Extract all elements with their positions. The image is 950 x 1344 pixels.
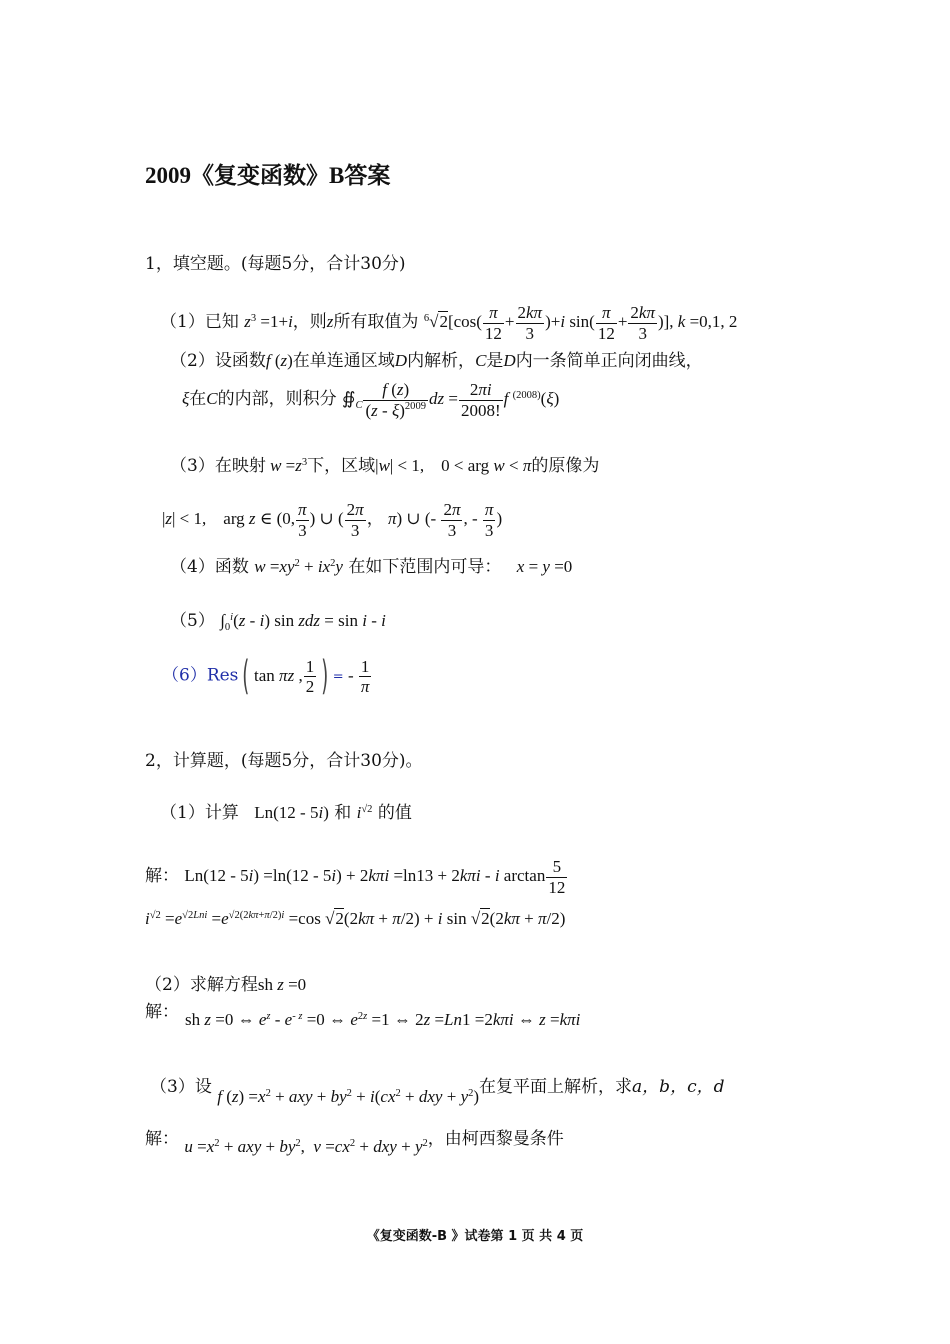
- formula: f $(z) =x^2$ + axy + $by^2 + i(cx^2$ + dxy + $y^2$): [217, 1087, 480, 1106]
- s2-q2-sol-label: 解：: [145, 1002, 179, 1022]
- s2-q2: （2）求解方程sh z =0: [145, 975, 307, 995]
- formula: Ln(12 - 5i): [254, 803, 329, 822]
- formula: D: [394, 351, 408, 370]
- formula: tan πz , $\frac{1}{2}$: [254, 656, 315, 697]
- section-2-heading: 2，计算题，(每题5分，合计30分)。: [145, 751, 423, 771]
- formula: D: [503, 351, 516, 370]
- formula: sh z =0: [257, 975, 307, 994]
- formula: $i^{√2}$: [356, 803, 373, 822]
- s1-q5: （5） $\int_0^i(z - i)$ sin zdz = sin i - i: [170, 611, 386, 633]
- formula: $^6$√2[cos( $\frac{\pi}{12}$ + $\frac{2k\pi}{3}$ )+i sin( $\frac{\pi}{12}$ + $\frac{2k\pi}{3}$ )], k =0,1, 2: [423, 303, 738, 343]
- formula: |w| < 1, 0 < arg w < π: [375, 456, 532, 475]
- formula: $∯_C$ $\frac{f (z)}{(z - \xi)^{2009}}$ dz = $\frac{2\pi i}{2008!}$ f $^{(2008)}$(ξ): [342, 380, 560, 420]
- formula: $z^3 =1+i$: [244, 311, 293, 331]
- s2-q1-sol2: $i^{√2} =e^{√2Lni} =e^{√2(2k\pi+\pi/2)i} =\cos$ √2(2kπ + π/2) + i sin √2(2kπ + π/2): [145, 909, 566, 928]
- formula: - $\frac{1}{\pi}$: [343, 656, 370, 697]
- s2-q2-sol: sh z =0 ⇔ $e^z - e^{- z} =0$ ⇔ $e^{2z} =1$ ⇔ 2z =Ln1 =2kπi ⇔ z =kπi: [185, 1010, 581, 1029]
- section-1-heading: 1，填空题。(每题5分，合计30分): [145, 254, 406, 274]
- s2-q1: （1）计算 Ln(12 - 5i) 和 $i^{√2}$ 的值: [160, 803, 412, 823]
- formula: Ln(12 - 5i) =ln(12 - 5i) + 2kπi =ln13 + 2kπi - i arctan $\frac{5}{12}$: [184, 857, 566, 897]
- s2-q3: （3）设 f $(z) =x^2$ + axy + $by^2 + i(cx^2$ + dxy + $y^2$)在复平面上解析，求a，b，c，d: [150, 1077, 725, 1106]
- page-title: 2009《复变函数》B答案: [145, 163, 391, 188]
- s1-q6: （6）Res ( tan πz , $\frac{1}{2}$ ) = - $\frac{1}{\pi}$: [162, 656, 372, 697]
- formula: $w =z^3$: [270, 456, 308, 475]
- s1-q2-line1: （2）设函数f (z)在单连通区域D内解析，C是D内一条简单正向闭曲线，: [170, 351, 703, 371]
- s2-q3-sol: 解： $u =x^2$ + axy + $by^2$, $v =cx^2$ + dxy + $y^2$，由柯西黎曼条件: [145, 1129, 564, 1156]
- formula: $w =xy^2 + ix^2y$: [254, 557, 343, 576]
- formula: $\int_0^i(z - i)$ sin zdz = sin i - i: [220, 611, 386, 633]
- formula: C: [475, 351, 487, 370]
- formula: $u =x^2$ + axy + $by^2$, $v =cx^2$ + dxy + $y^2$: [184, 1137, 428, 1156]
- s2-q1-sol1: 解： Ln(12 - 5i) =ln(12 - 5i) + 2kπi =ln13 + 2kπi - i arctan $\frac{5}{12}$: [145, 857, 568, 897]
- s1-q3-answer: |z| < 1, arg z ∈ (0, $\frac{\pi}{3}$ ) ∪ ( $\frac{2\pi}{3}$ ， π) ∪ (- $\frac{2\pi}{3}$ , - $\frac{\pi}{3}$ ): [162, 500, 503, 540]
- page-footer: 《复变函数-B 》试卷第 1 页 共 4 页: [366, 1229, 584, 1244]
- formula: x = y =0: [516, 557, 573, 576]
- formula: f (z): [265, 351, 293, 370]
- s1-q4: （4）函数 $w =xy^2 + ix^2y$ 在如下范围内可导： x = y =0: [170, 557, 573, 577]
- s1-q1: （1）已知 $z^3 =1+i$，则z所有取值为 $^6$√2[cos( $\frac{\pi}{12}$ + $\frac{2k\pi}{3}$ )+i sin( $\frac{\pi}{12}$ + $\frac{2k\pi}{3}$ )], k =0,1, 2: [160, 303, 738, 343]
- s1-q3-line1: （3）在映射 $w =z^3$下，区域|w| < 1, 0 < arg w < π的原像为: [170, 456, 600, 476]
- formula: ξ: [182, 388, 190, 408]
- s1-q2-line2: ξ在C的内部，则积分 $∯_C$ $\frac{f (z)}{(z - \xi)^{2009}}$ dz = $\frac{2\pi i}{2008!}$ f $^{(2008)}$(ξ): [182, 380, 560, 420]
